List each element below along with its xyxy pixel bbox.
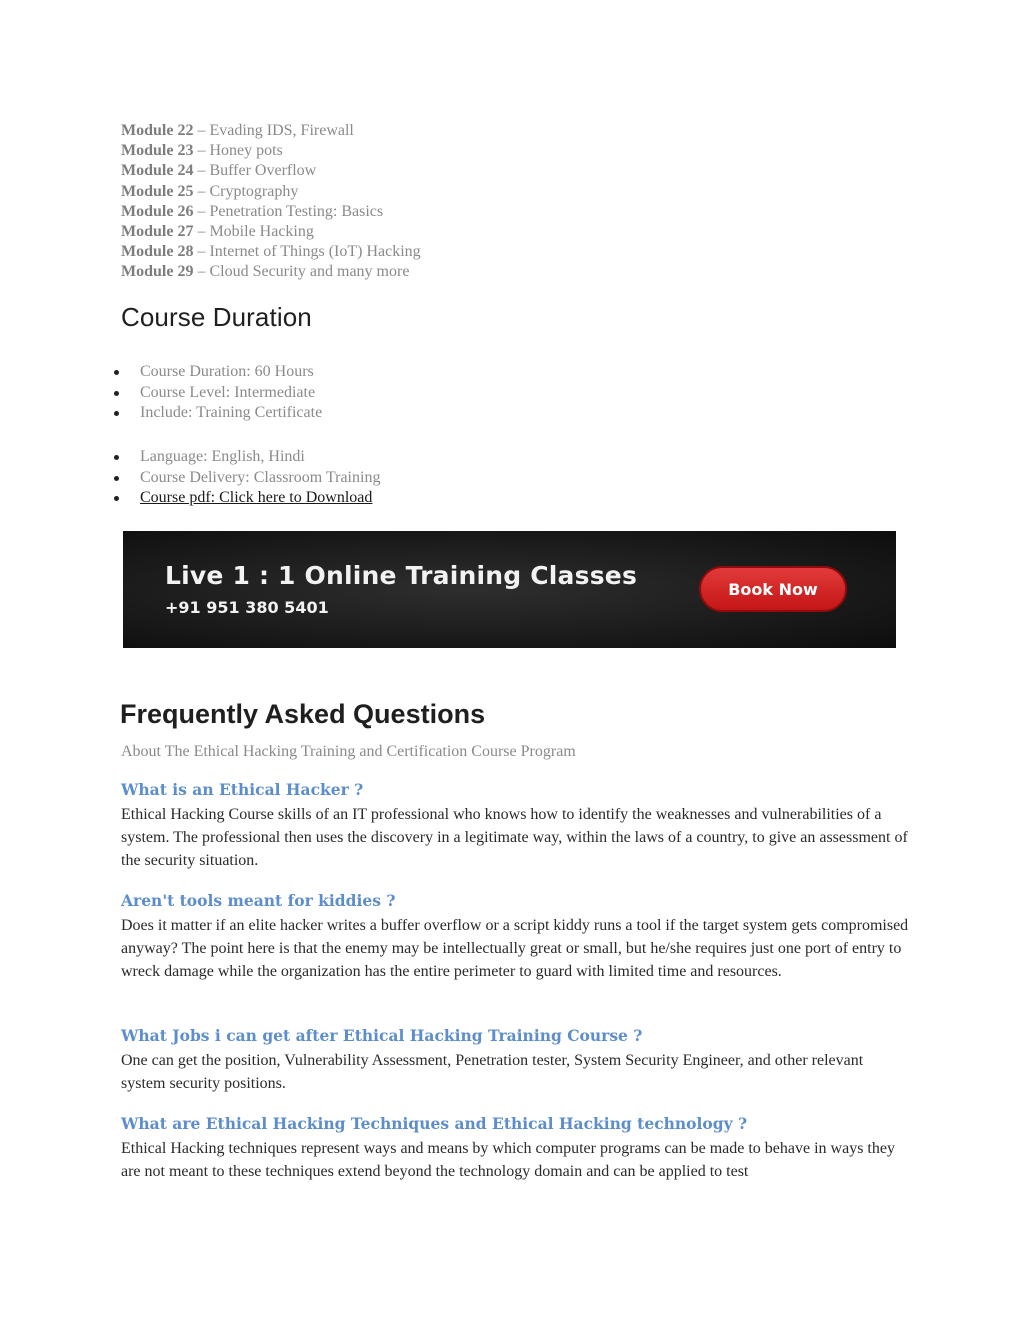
module-item: [121, 161, 421, 181]
module-label: Module 23: [121, 142, 194, 160]
module-label: Module 26: [121, 202, 194, 220]
list-item: [110, 383, 322, 404]
list-item: [110, 468, 380, 489]
module-separator: –: [197, 142, 206, 160]
module-item: [121, 202, 421, 222]
module-item: [121, 121, 421, 141]
module-item: [121, 222, 421, 242]
module-title: Internet of Things (IoT) Hacking: [209, 243, 421, 261]
module-title: Cryptography: [209, 182, 299, 200]
faq-heading: Frequently Asked Questions: [120, 699, 486, 729]
faq-answer: Ethical Hacking techniques represent ways and means by which computer programs can be made to behave in ways they are not meant to these techniques extend beyond the technology domain and can be applied to test: [121, 1140, 895, 1180]
module-label: Module 24: [121, 162, 194, 180]
book-now-button[interactable]: Book Now: [699, 566, 847, 612]
list-item-text: Course Level: Intermediate: [140, 383, 316, 401]
faq-answer: Does it matter if an elite hacker writes a buffer overflow or a script kiddy runs a tool if the target system gets compromised anyway? The point here is that the enemy may be intellectually great or small, but he/she requires just one port of entry to wreck damage while the organization has the entire perimeter to guard with limited time and resources.: [121, 917, 909, 980]
list-item: [110, 362, 322, 383]
module-label: Module 25: [121, 182, 194, 200]
faq-answer: Ethical Hacking Course skills of an IT professional who knows how to identify the weaknesses and vulnerabilities of a system. The professional then uses the discovery in a legitimate way, within the laws of a country, to give an assessment of the security situation.: [121, 806, 908, 869]
module-separator: –: [197, 223, 206, 241]
faq-question[interactable]: What Jobs i can get after Ethical Hacking Training Course ?: [121, 1026, 643, 1045]
list-item-text: Course Delivery: Classroom Training: [140, 468, 381, 486]
module-title: Cloud Security and many more: [209, 263, 410, 281]
module-separator: –: [197, 263, 206, 281]
module-list: [121, 121, 421, 283]
module-separator: –: [197, 122, 206, 139]
module-title: Honey pots: [209, 142, 283, 160]
module-item: [121, 141, 421, 161]
module-title: Mobile Hacking: [209, 223, 314, 241]
course-info-list: [110, 362, 322, 424]
course-delivery-list: [110, 447, 380, 509]
banner-title: Live 1 : 1 Online Training Classes: [165, 561, 638, 590]
module-title: Penetration Testing: Basics: [209, 202, 384, 220]
module-label: Module 27: [121, 223, 194, 241]
list-item-text: Course Duration: 60 Hours: [140, 363, 314, 380]
module-label: Module 29: [121, 263, 194, 281]
bullet-icon: [114, 496, 119, 501]
faq-question[interactable]: What are Ethical Hacking Techniques and Ethical Hacking technology ?: [121, 1114, 748, 1133]
module-item: [121, 242, 421, 262]
module-separator: –: [197, 162, 206, 180]
bullet-icon: [114, 455, 119, 460]
list-item: [110, 447, 380, 468]
list-item-text: Language: English, Hindi: [140, 448, 305, 465]
bullet-icon: [114, 476, 119, 481]
module-item: [121, 182, 421, 202]
online-training-banner[interactable]: [123, 531, 896, 648]
module-item: [121, 262, 421, 282]
bullet-icon: [114, 411, 119, 416]
bullet-icon: [114, 370, 119, 375]
module-separator: –: [197, 202, 206, 220]
faq-subtitle: About The Ethical Hacking Training and Certification Course Program: [121, 743, 576, 760]
course-pdf-download-link[interactable]: Course pdf: Click here to Download: [140, 489, 373, 507]
list-item: [110, 403, 322, 424]
module-label: Module 28: [121, 243, 194, 261]
module-separator: –: [197, 182, 206, 200]
banner-phone: +91 951 380 5401: [165, 598, 329, 617]
bullet-icon: [114, 391, 119, 396]
module-label: Module 22: [121, 122, 194, 139]
module-title: Buffer Overflow: [209, 162, 317, 180]
faq-question[interactable]: Aren't tools meant for kiddies ?: [121, 891, 396, 910]
faq-question[interactable]: What is an Ethical Hacker ?: [121, 780, 364, 799]
faq-answer: One can get the position, Vulnerability Assessment, Penetration tester, System Security Engineer, and other relevant system security positions.: [121, 1052, 864, 1092]
course-duration-heading: Course Duration: [121, 302, 312, 332]
module-title: Evading IDS, Firewall: [209, 122, 354, 139]
module-separator: –: [197, 243, 206, 261]
list-item: [110, 488, 380, 509]
list-item-text: Include: Training Certificate: [140, 404, 323, 422]
